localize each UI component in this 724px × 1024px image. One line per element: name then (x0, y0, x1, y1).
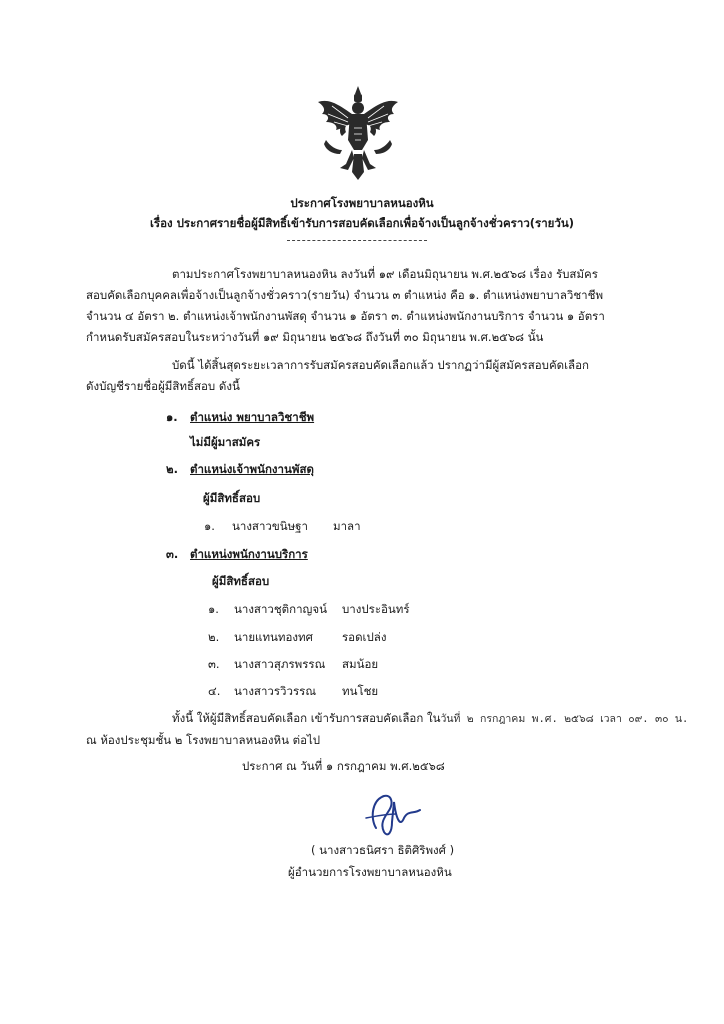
candidate-last-name: บางประอินทร์ (342, 602, 410, 616)
candidate-last-name: สมน้อย (342, 657, 379, 671)
document-heading: ประกาศโรงพยาบาลหนองหิน (290, 196, 434, 210)
paragraph-1-line-4: กำหนดรับสมัครสอบในระหว่างวันที่ ๑๙ มิถุนายน ๒๕๖๘ ถึงวันที่ ๓๐ มิถุนายน พ.ศ.๒๕๖๘ นั้น (86, 330, 544, 344)
candidate-last-name: ทนโชย (342, 684, 379, 698)
signature-mark (362, 788, 428, 842)
candidate-number: ๒. (208, 630, 220, 644)
paragraph-1-line-2: สอบคัดเลือกบุคคลเพื่อจ้างเป็นลูกจ้างชั่วคราว(รายวัน) จำนวน ๓ ตำแหน่ง คือ ๑. ตำแหน่งพยาบาลวิชาชีพ (86, 288, 604, 302)
candidate-first-name: นางสาวสุภรพรรณ (234, 657, 326, 671)
eligible-heading: ผู้มีสิทธิ์สอบ (212, 574, 270, 588)
position-number: ๓. (166, 547, 179, 561)
announcement-date: ประกาศ ณ วันที่ ๑ กรกฎาคม พ.ศ.๒๕๖๘ (242, 759, 445, 773)
position-title: ตำแหน่งพนักงานบริการ (190, 547, 308, 561)
candidate-number: ๑. (204, 519, 215, 533)
paragraph-2-line-1: บัดนี้ ได้สิ้นสุดระยะเวลาการรับสมัครสอบคัดเลือกแล้ว ปรากฏว่ามีผู้สมัครสอบคัดเลือก (172, 358, 589, 372)
position-number: ๒. (166, 462, 178, 476)
paragraph-2-line-2: ดังบัญชีรายชื่อผู้มีสิทธิ์สอบ ดังนี้ (86, 379, 240, 393)
closing-line-1 (172, 710, 688, 727)
paragraph-1-line-1: ตามประกาศโรงพยาบาลหนองหิน ลงวันที่ ๑๙ เดือนมิถุนายน พ.ศ.๒๕๖๘ เรื่อง รับสมัคร (172, 267, 598, 281)
garuda-emblem (312, 84, 404, 184)
closing-text: ทั้งนี้ ให้ผู้มีสิทธิ์สอบคัดเลือก เข้ารับการสอบคัดเลือก ใน (172, 711, 441, 725)
candidate-first-name: นางสาวขนิษฐา (232, 519, 308, 533)
position-note: ไม่มีผู้มาสมัคร (190, 435, 261, 449)
candidate-last-name: รอดเปล่ง (342, 630, 387, 644)
candidate-first-name: นางสาวรวิวรรณ (234, 684, 316, 698)
candidate-number: ๑. (208, 602, 219, 616)
candidate-number: ๓. (208, 657, 220, 671)
paragraph-1-line-3: จำนวน ๔ อัตรา ๒. ตำแหน่งเจ้าพนักงานพัสดุ จำนวน ๑ อัตรา ๓. ตำแหน่งพนักงานบริการ จำนวน ๑ อัตรา (86, 309, 605, 323)
eligible-heading: ผู้มีสิทธิ์สอบ (203, 491, 261, 505)
candidate-first-name: นางสาวชุติกาญจน์ (234, 602, 327, 616)
closing-line-2: ณ ห้องประชุมชั้น ๒ โรงพยาบาลหนองหิน ต่อไป (86, 733, 321, 747)
heading-divider (287, 240, 427, 241)
position-title: ตำแหน่งเจ้าพนักงานพัสดุ (190, 462, 314, 476)
candidate-number: ๔. (208, 684, 221, 698)
signatory-name: ( นางสาวธนิศรา ธิติศิริพงศ์ ) (311, 843, 455, 857)
handwritten-exam-date: วันที่ ๒ กรกฎาคม พ.ศ. ๒๕๖๘ เวลา ๐๙. ๓๐ น. (440, 713, 689, 725)
signatory-title: ผู้อำนวยการโรงพยาบาลหนองหิน (288, 865, 452, 879)
position-number: ๑. (166, 410, 178, 424)
candidate-last-name: มาลา (333, 519, 361, 533)
candidate-first-name: นายแทนทองทศ (234, 630, 313, 644)
position-title: ตำแหน่ง พยาบาลวิชาชีพ (190, 410, 315, 424)
document-subject: เรื่อง ประกาศรายชื่อผู้มีสิทธิ์เข้ารับการสอบคัดเลือกเพื่อจ้างเป็นลูกจ้างชั่วคราว(รายวัน) (150, 216, 574, 230)
